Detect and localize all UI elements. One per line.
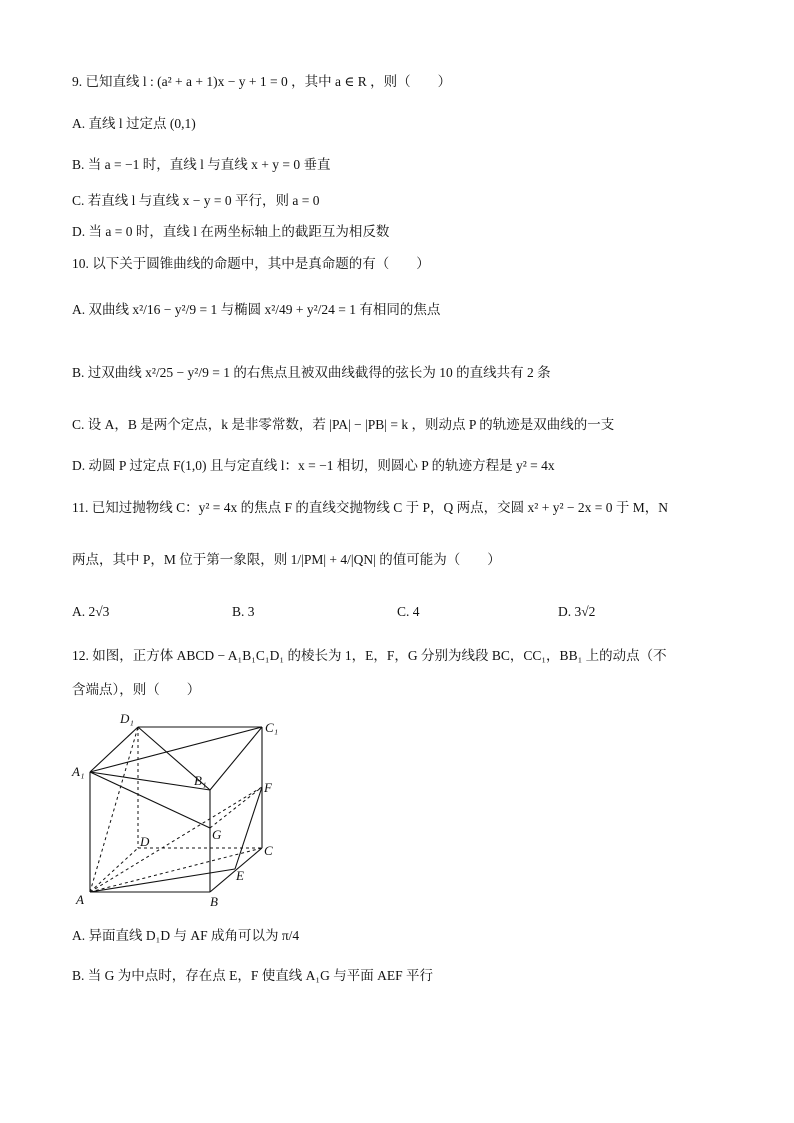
q11-stem-line2: 两点，其中 P，M 位于第一象限，则 1/|PM| + 4/|QN| 的值可能为（ ）: [72, 552, 501, 567]
label-a: A: [76, 892, 84, 907]
label-a1: A₁: [72, 764, 85, 779]
q11-option-c: C. 4: [397, 604, 420, 619]
label-b: B: [210, 894, 218, 909]
q12-option-b: B. 当 G 为中点时，存在点 E，F 使直线 A₁G 与平面 AEF 平行: [72, 968, 433, 983]
line-a1-c1: [90, 727, 262, 772]
q11-option-d: D. 3√2: [558, 604, 596, 619]
q12-stem-line1: 12. 如图，正方体 ABCD − A₁B₁C₁D₁ 的棱长为 1，E，F，G 分别为线段 BC，CC₁，BB₁ 上的动点（不: [72, 648, 667, 663]
label-d1: D₁: [120, 711, 134, 726]
line-a-d1-dashed: [90, 727, 138, 892]
label-d: D: [140, 834, 150, 849]
q11-option-a: A. 2√3: [72, 604, 110, 619]
q9-stem: 9. 已知直线 l : (a² + a + 1)x − y + 1 = 0 ，其中 a ∈ R ，则（ ）: [72, 74, 452, 89]
line-g-f-dashed: [210, 787, 262, 828]
label-b1: B₁: [194, 773, 207, 788]
q9-option-c: C. 若直线 l 与直线 x − y = 0 平行，则 a = 0: [72, 193, 320, 208]
q10-option-c: C. 设 A，B 是两个定点，k 是非零常数，若 |PA| − |PB| = k ，则动点 P 的轨迹是双曲线的一支: [72, 417, 615, 432]
q9-option-b: B. 当 a = −1 时，直线 l 与直线 x + y = 0 垂直: [72, 157, 331, 172]
q11-stem-line1: 11. 已知过抛物线 C：y² = 4x 的焦点 F 的直线交抛物线 C 于 P，Q 两点，交圆 x² + y² − 2x = 0 于 M，N: [72, 500, 668, 515]
label-f: F: [264, 780, 272, 795]
edge-b1-c1: [210, 727, 262, 790]
q10-option-a: A. 双曲线 x²/16 − y²/9 = 1 与椭圆 x²/49 + y²/24 = 1 有相同的焦点: [72, 302, 441, 317]
q10-stem: 10. 以下关于圆锥曲线的命题中，其中是真命题的有（ ）: [72, 256, 430, 271]
q10-option-d: D. 动圆 P 过定点 F(1,0) 且与定直线 l：x = −1 相切，则圆心 P 的轨迹方程是 y² = 4x: [72, 458, 555, 473]
q12-stem-line2: 含端点），则（ ）: [72, 682, 201, 697]
label-e: E: [236, 868, 244, 883]
q10-option-b: B. 过双曲线 x²/25 − y²/9 = 1 的右焦点且被双曲线截得的弦长为 10 的直线共有 2 条: [72, 365, 551, 380]
label-c1: C₁: [265, 720, 279, 735]
cube-figure: [70, 710, 310, 910]
line-a1-g: [90, 772, 210, 828]
q12-option-a: A. 异面直线 D₁D 与 AF 成角可以为 π/4: [72, 928, 300, 943]
line-e-f: [235, 787, 262, 869]
q9-option-a: A. 直线 l 过定点 (0,1): [72, 116, 196, 131]
q11-option-b: B. 3: [232, 604, 255, 619]
label-g: G: [212, 827, 222, 842]
q9-option-d: D. 当 a = 0 时，直线 l 在两坐标轴上的截距互为相反数: [72, 224, 390, 239]
label-c: C: [264, 843, 273, 858]
